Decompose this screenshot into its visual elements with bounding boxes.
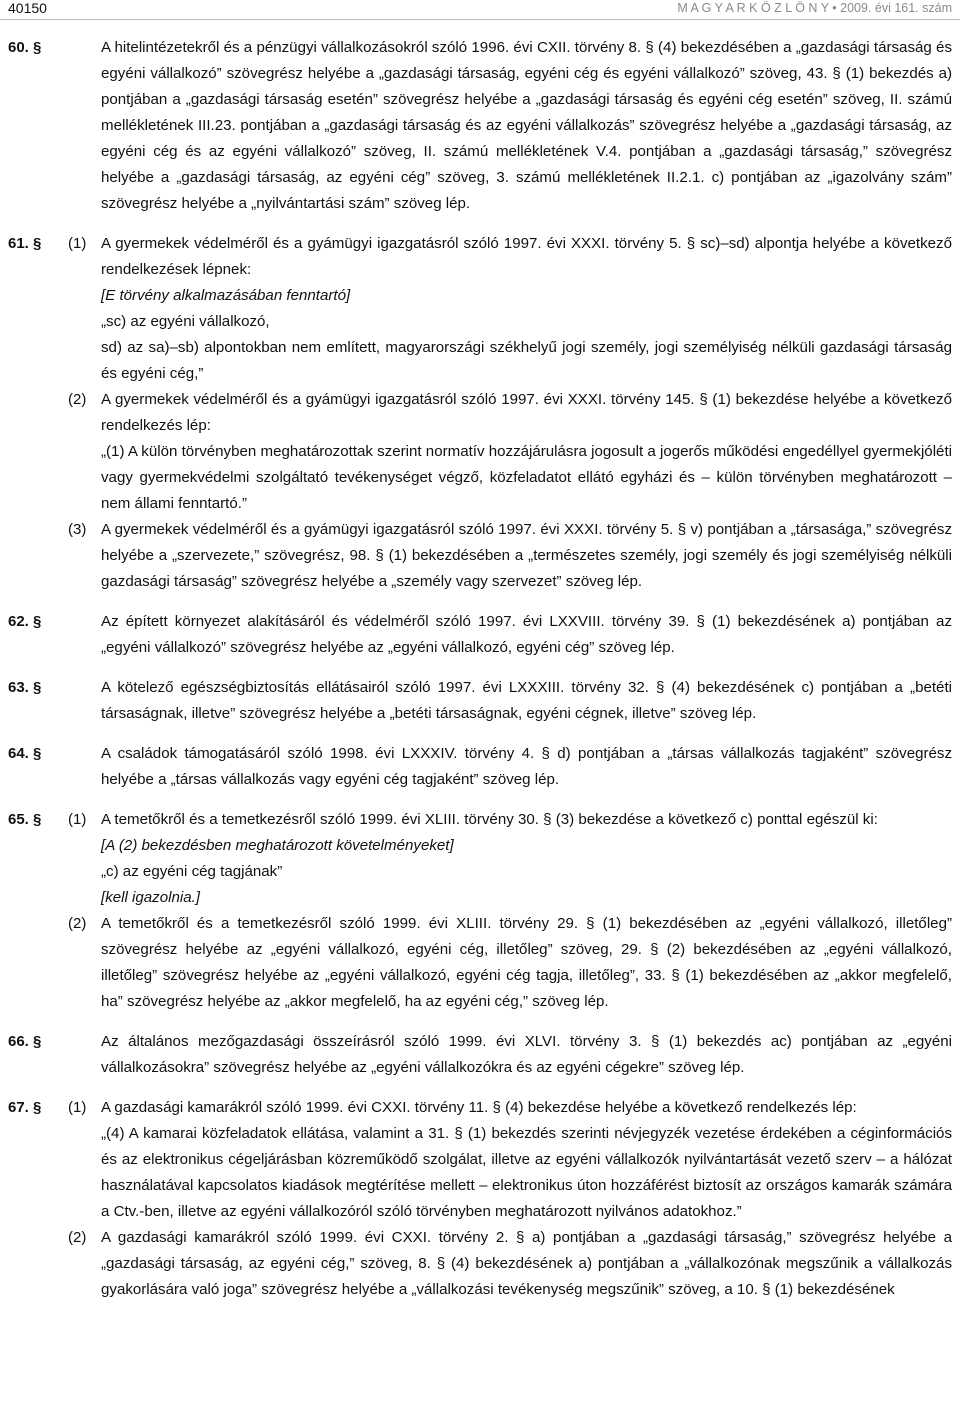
paragraph <box>0 675 960 727</box>
section-65 <box>0 807 960 1015</box>
paragraph-1 <box>0 1095 960 1225</box>
section-number: 63. § <box>8 679 42 696</box>
paragraph <box>0 1029 960 1081</box>
bracket-note: [kell igazolnia.] <box>101 889 201 906</box>
quoted-provision: „sc) az egyéni vállalkozó, <box>101 313 270 330</box>
paragraph <box>0 35 960 217</box>
section-66 <box>0 1029 960 1081</box>
paragraph-text: A hitelintézetekről és a pénzügyi vállalkozásokról szóló 1996. évi CXII. törvény 8. § (4) bekezdésében a „gazdasági társaság és egyéni vállalkozó” szövegrész helyébe a „gazdasági társaság, egyéni cég és egyéni vállalkozó” szöveg, 43. § (1) bekezdés a) pontjában a „gazdasági társaság esetén” szövegrész helyébe a „gazdasági társaság és egyéni cég esetén” szöveg, II. számú mellékletének III.23. pontjában a „gazdasági társaság és az egyéni vállalkozás” szövegrész helyébe a „gazdasági társaság, az egyéni cég és az egyéni vállalkozó” szöveg, II. számú mellékletének V.4. pontjában a „gazdasági társaság,” szövegrész helyébe a „gazdasági társaság, az egyéni cég” szöveg, 3. számú mellékletének II.2.1. c) pontjában az „igazolvány szám” szövegrész helyébe a „nyilvántartási szám” szöveg lép. <box>101 39 952 212</box>
paragraph-2 <box>0 1225 960 1303</box>
section-61 <box>0 231 960 595</box>
paragraph-text: A gazdasági kamarákról szóló 1999. évi CXXI. törvény 11. § (4) bekezdése helyébe a következő rendelkezés lép: <box>101 1099 857 1116</box>
section-number: 61. § <box>8 235 42 252</box>
section-number: 62. § <box>8 613 42 630</box>
paragraph <box>0 741 960 793</box>
paragraph <box>0 609 960 661</box>
paragraph-number: (2) <box>68 1229 87 1246</box>
document-body <box>0 35 960 1317</box>
section-62 <box>0 609 960 661</box>
paragraph-1 <box>0 807 960 911</box>
section-number: 64. § <box>8 745 42 762</box>
bracket-note: [A (2) bekezdésben meghatározott követelményeket] <box>101 837 454 854</box>
page-header <box>0 0 960 22</box>
paragraph-text: A gazdasági kamarákról szóló 1999. évi CXXI. törvény 2. § a) pontjában a „gazdasági társaság,” szövegrész helyébe a „gazdasági társaság, az egyéni cég,” szöveg, 8. § (4) bekezdésének a) pontjában a „vállalkozónak megszűnik a vállalkozás gyakorlására való joga” szövegrész helyébe a „vállalkozási tevékenység megszűnik” szöveg, a 10. § (1) bekezdésének <box>101 1229 952 1298</box>
page-number: 40150 <box>8 0 47 16</box>
section-60 <box>0 35 960 217</box>
paragraph-number: (3) <box>68 521 87 538</box>
running-title: M A G Y A R K Ö Z L Ö N Y • 2009. évi 161. szám <box>677 1 952 15</box>
paragraph-text: Az épített környezet alakításáról és védelméről szóló 1997. évi LXXVIII. törvény 39. § (1) bekezdésének a) pontjában az „egyéni vállalkozó” szövegrész helyébe az „egyéni vállalkozó, egyéni cég” szöveg lép. <box>101 613 952 656</box>
bracket-note: [E törvény alkalmazásában fenntartó] <box>101 287 351 304</box>
paragraph-text: A családok támogatásáról szóló 1998. évi LXXXIV. törvény 4. § d) pontjában a „társas vállalkozás tagjaként” szövegrész helyébe a „társas vállalkozás vagy egyéni cég tagjaként” szöveg lép. <box>101 745 952 788</box>
paragraph-text: A gyermekek védelméről és a gyámügyi igazgatásról szóló 1997. évi XXXI. törvény 5. § sc)–sd) alpontja helyébe a következő rendelkezések lépnek: <box>101 235 952 278</box>
paragraph-number: (1) <box>68 235 87 252</box>
section-number: 60. § <box>8 39 42 56</box>
section-number: 67. § <box>8 1099 42 1116</box>
paragraph-2 <box>0 911 960 1015</box>
section-64 <box>0 741 960 793</box>
paragraph-3 <box>0 517 960 595</box>
paragraph-text: A gyermekek védelméről és a gyámügyi igazgatásról szóló 1997. évi XXXI. törvény 5. § v) pontjában a „társasága,” szövegrész helyébe a „szervezete,” szövegrész, 98. § (1) bekezdésében a „természetes személy, jogi személy és jogi személyiség nélküli gazdasági társaság” szövegrész helyébe a „személy vagy szervezet” szöveg lép. <box>101 521 952 590</box>
paragraph-1 <box>0 231 960 387</box>
quoted-provision: „(4) A kamarai közfeladatok ellátása, valamint a 31. § (1) bekezdés szerinti névjegyzék vezetése érdekében a céginformációs és az elektronikus cégeljárásban közreműködő szolgálat, illetve az egyéni vállalkozók nyilvántartását vezető szerv – a hálózat használatával kapcsolatos kiadások megtérítése mellett – elektronikus úton hozzáférést biztosít az országos kamarák számára a Ctv.-ben, illetve az egyéni vállalkozóról szóló törvényben meghatározott nyilvános adatokhoz.” <box>101 1125 952 1220</box>
quoted-provision: „c) az egyéni cég tagjának” <box>101 863 283 880</box>
paragraph-text: A temetőkről és a temetkezésről szóló 1999. évi XLIII. törvény 30. § (3) bekezdése a következő c) ponttal egészül ki: <box>101 811 878 828</box>
section-63 <box>0 675 960 727</box>
paragraph-text: A gyermekek védelméről és a gyámügyi igazgatásról szóló 1997. évi XXXI. törvény 145. § (1) bekezdése helyébe a következő rendelkezés lép: <box>101 391 952 434</box>
paragraph-number: (1) <box>68 811 87 828</box>
section-number: 66. § <box>8 1033 42 1050</box>
quoted-provision: sd) az sa)–sb) alpontokban nem említett, magyarországi székhelyű jogi személy, jogi személyiség nélküli gazdasági társaság és egyéni cég,” <box>101 339 952 382</box>
paragraph-number: (2) <box>68 915 87 932</box>
paragraph-text: A kötelező egészségbiztosítás ellátásairól szóló 1997. évi LXXXIII. törvény 32. § (4) bekezdésének c) pontjában a „betéti társaságnak, illetve” szövegrész helyébe a „betéti társaságnak, egyéni cégnek, illetve” szöveg lép. <box>101 679 952 722</box>
header-rule <box>0 19 960 20</box>
quoted-provision: „(1) A külön törvényben meghatározottak szerint normatív hozzájárulásra jogosult a jogerős működési engedéllyel gyermekjóléti vagy gyermekvédelmi szolgáltató tevékenységet végző, közfeladatot ellátó egyházi és – külön törvényben meghatározott – nem állami fenntartó.” <box>101 443 952 512</box>
paragraph-text: Az általános mezőgazdasági összeírásról szóló 1999. évi XLVI. törvény 3. § (1) bekezdés ac) pontjában az „egyéni vállalkozásokra” szövegrész helyébe az „egyéni vállalkozókra és az egyéni cégekre” szöveg lép. <box>101 1033 952 1076</box>
section-number: 65. § <box>8 811 42 828</box>
paragraph-number: (1) <box>68 1099 87 1116</box>
paragraph-number: (2) <box>68 391 87 408</box>
paragraph-text: A temetőkről és a temetkezésről szóló 1999. évi XLIII. törvény 29. § (1) bekezdésében az „egyéni vállalkozó, illetőleg” szövegrész helyébe az „egyéni vállalkozó, egyéni cég, illetőleg” szöveg, 29. § (2) bekezdésében az „egyéni vállalkozó, illetőleg” szövegrész helyébe az „egyéni vállalkozó, egyéni cég tagja, illetőleg”, 33. § (1) bekezdésében az „akkor megfelelő, ha” szövegrész helyébe az „akkor megfelelő, ha az egyéni cég,” szöveg lép. <box>101 915 952 1010</box>
paragraph-2 <box>0 387 960 517</box>
section-67 <box>0 1095 960 1303</box>
